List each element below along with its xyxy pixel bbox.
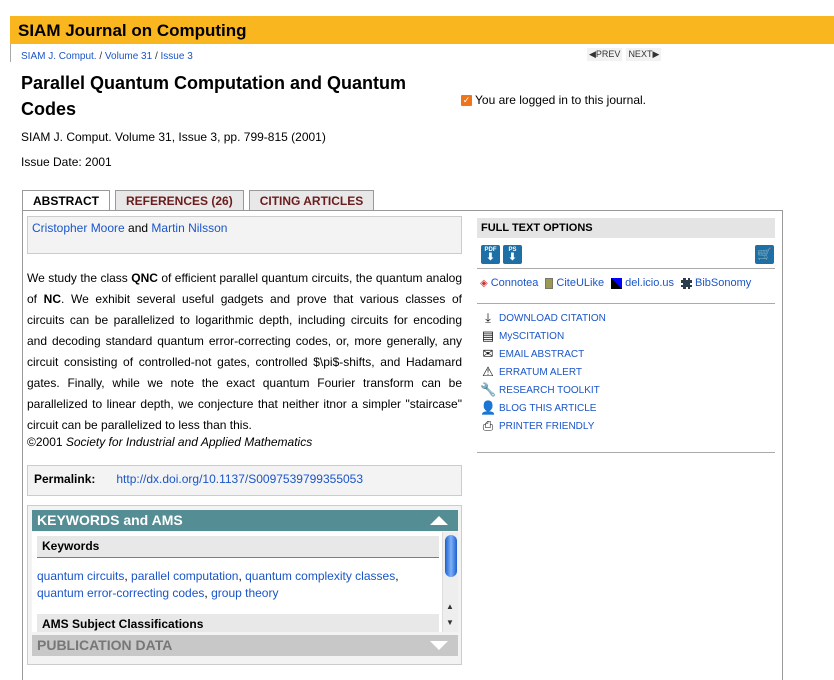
permalink-label: Permalink: (34, 472, 96, 486)
wrench-icon: 🔧 (480, 382, 497, 397)
scrollbar-thumb[interactable] (445, 535, 457, 577)
printer-friendly-link[interactable]: PRINTER FRIENDLY (499, 420, 595, 432)
erratum-alert-link[interactable]: ERRATUM ALERT (499, 366, 582, 378)
warning-icon: ⚠ (482, 364, 494, 379)
breadcrumb-sep: / (99, 51, 103, 62)
next-label: NEXT (628, 49, 653, 59)
social-bookmarks (480, 277, 751, 289)
keywords-label: Keywords (37, 536, 439, 558)
tab-references[interactable]: REFERENCES (26) (115, 190, 244, 211)
journal-header: SIAM Journal on Computing (10, 16, 834, 44)
publication-panel-header[interactable] (32, 635, 458, 656)
keyword-link[interactable]: group theory (211, 586, 279, 600)
keyword-list: quantum circuits, parallel computation, quantum complexity classes, quantum error-correcting codes, group theory (37, 569, 399, 600)
abstract-text (27, 268, 462, 436)
keywords-ams-box (27, 505, 462, 665)
abstract-part: of efficient parallel quantum circuits, the quantum analog of (27, 271, 463, 306)
download-arrow-icon: ⬇ (486, 252, 495, 263)
issue-date: Issue Date: 2001 (21, 155, 112, 169)
bibsonomy-link[interactable]: BibSonomy (695, 277, 752, 289)
breadcrumb-sep: / (154, 51, 158, 62)
keywords-panel-header[interactable] (32, 510, 458, 531)
download-icon: ⤓ (485, 310, 491, 325)
printer-icon: ⎙ (482, 418, 494, 433)
keyword-link[interactable]: quantum circuits (37, 569, 125, 583)
pdf-label: PDF (484, 247, 497, 253)
login-status (461, 93, 646, 107)
next-button[interactable]: NEXT▶ (628, 49, 660, 59)
scrollbar[interactable] (442, 532, 458, 632)
download-arrow-icon: ⬇ (508, 252, 517, 263)
collapse-icon[interactable] (430, 516, 448, 525)
breadcrumb (21, 51, 193, 62)
blog-article-link[interactable]: BLOG THIS ARTICLE (499, 402, 597, 414)
prev-label: PREV (595, 49, 621, 59)
citeulike-link[interactable]: CiteULike (556, 277, 605, 289)
keyword-link[interactable]: quantum complexity classes (245, 569, 396, 583)
author-link[interactable]: Martin Nilsson (151, 221, 228, 235)
divider (10, 44, 11, 62)
breadcrumb-volume[interactable]: Volume 31 (104, 51, 153, 62)
envelope-icon: ✉ (482, 346, 494, 361)
connotea-link[interactable]: Connotea (490, 277, 539, 289)
breadcrumb-issue[interactable]: Issue 3 (160, 51, 193, 62)
ps-download-button[interactable] (503, 245, 522, 264)
permalink-url[interactable]: http://dx.doi.org/10.1137/S0097539799355053 (116, 472, 364, 486)
prev-button[interactable]: ◀PREV (589, 49, 621, 59)
authors (27, 216, 462, 254)
citation: SIAM J. Comput. Volume 31, Issue 3, pp. 799-815 (2001) (21, 130, 326, 144)
login-text: You are logged in to this journal. (475, 93, 647, 107)
email-abstract-link[interactable]: EMAIL ABSTRACT (499, 348, 585, 360)
full-text-options-header: FULL TEXT OPTIONS (477, 218, 775, 238)
keywords-panel-title: KEYWORDS and AMS (37, 512, 183, 528)
download-citation-link[interactable]: DOWNLOAD CITATION (499, 312, 606, 324)
abstract-bold: NC (43, 292, 61, 306)
expand-icon[interactable] (430, 641, 448, 650)
abstract-bold: QNC (131, 271, 158, 285)
user-icon: 👤 (480, 400, 497, 415)
ams-label: AMS Subject Classifications (37, 614, 439, 632)
keywords-scroll-area (32, 532, 458, 632)
publisher: Society for Industrial and Applied Mathematics (65, 435, 313, 449)
divider (477, 303, 775, 304)
abstract-part: . We exhibit several useful gadgets and prove that various classes of circuits can be parallelized to logarithmic depth, including circuits for encoding and decoding standard quantum error-correcting codes, or, more generally, any circuit consisting of controlled-not gates, controlled $\pi$-shifts, and Hadamard gates. Finally, while we note the exact quantum Fourier transform can be parallelized to linear depth, we conjecture that neither itnor a simpler "staircase" circuit can be parallelized to less than this. (27, 292, 462, 432)
author-link[interactable]: Cristopher Moore (32, 221, 125, 235)
copyright (27, 435, 312, 449)
prev-next-nav (587, 48, 661, 61)
myscitation-link[interactable]: MySCITATION (499, 330, 565, 342)
divider (477, 452, 775, 453)
scroll-up-icon[interactable]: ▲ (446, 602, 454, 611)
tab-citing-articles[interactable]: CITING ARTICLES (249, 190, 375, 211)
keyword-link[interactable]: parallel computation (131, 569, 239, 583)
connotea-icon: ◈ (480, 277, 488, 289)
cart-icon[interactable]: 🛒 (755, 245, 774, 264)
publication-panel-title: PUBLICATION DATA (37, 637, 173, 653)
divider (477, 268, 775, 269)
tab-abstract[interactable]: ABSTRACT (22, 190, 110, 211)
copyright-year: ©2001 (27, 435, 66, 449)
scroll-down-icon[interactable]: ▼ (446, 618, 454, 627)
ps-label: PS (508, 247, 517, 253)
page-title: Parallel Quantum Computation and Quantum Codes (21, 73, 407, 119)
keyword-link[interactable]: quantum error-correcting codes (37, 586, 205, 600)
tab-bar (22, 190, 374, 211)
permalink-box (27, 465, 462, 496)
article-tools (480, 309, 606, 435)
checkmark-icon: ✓ (462, 94, 471, 105)
citeulike-icon (545, 278, 553, 289)
abstract-part: We study the class (27, 271, 132, 285)
research-toolkit-link[interactable]: RESEARCH TOOLKIT (499, 384, 600, 396)
and-text: and (128, 221, 149, 235)
pdf-download-button[interactable] (481, 245, 500, 264)
breadcrumb-journal[interactable]: SIAM J. Comput. (21, 51, 97, 62)
delicious-icon (611, 278, 622, 289)
delicious-link[interactable]: del.icio.us (625, 277, 675, 289)
document-icon: ▤ (481, 328, 495, 343)
bibsonomy-icon (681, 278, 692, 289)
